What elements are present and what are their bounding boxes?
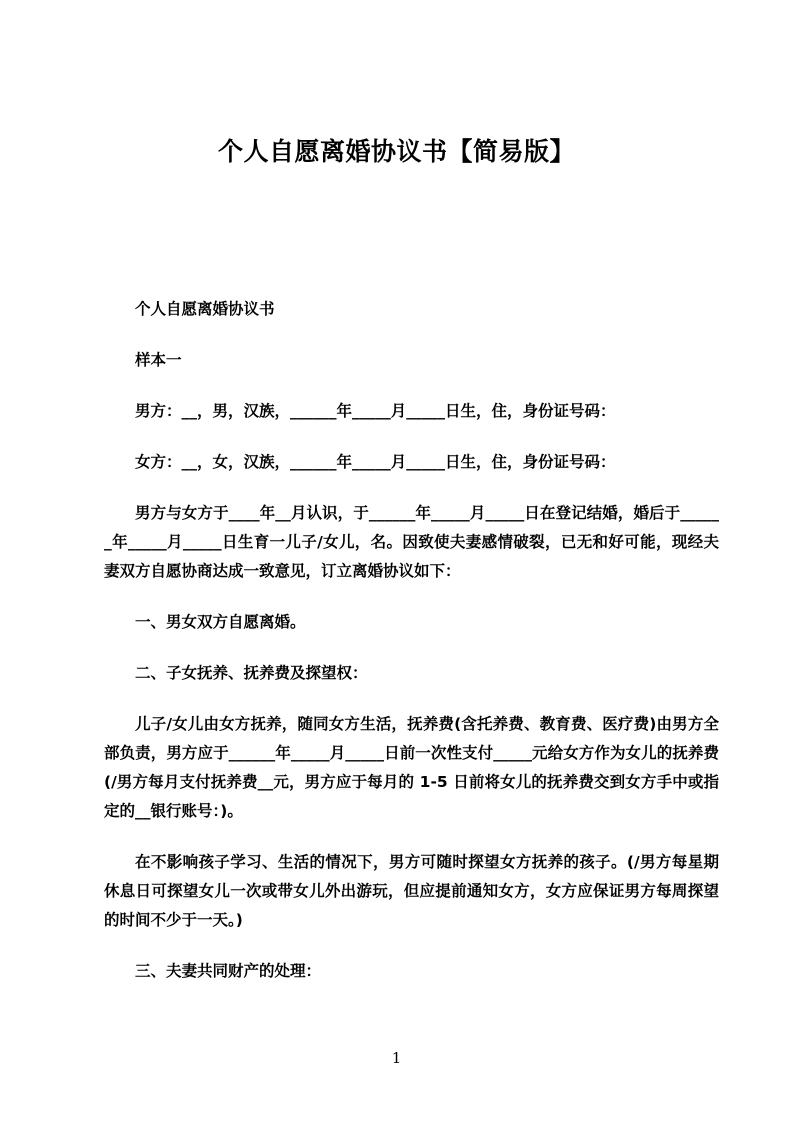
doc-subtitle: 个人自愿离婚协议书 bbox=[135, 300, 275, 318]
custody-support-paragraph: 儿子/女儿由女方抚养，随同女方生活，抚养费(含托养费、教育费、医疗费)由男方全部负责，男方应于______年_____月_____日前一次性支付_____元给女方作为女儿的抚养费(/男方每月支付抚养费__元，男方应于每月的 1-5 日前将女儿的抚养费交到女方手中或指定的__银行账号：)。 bbox=[104, 715, 719, 820]
clause-2-custody-heading: 二、子女抚养、抚养费及探望权： bbox=[135, 664, 368, 682]
sample-label: 样本一 bbox=[135, 351, 182, 369]
document-title: 个人自愿离婚协议书【简易版】 bbox=[217, 137, 575, 166]
visitation-paragraph: 在不影响孩子学习、生活的情况下，男方可随时探望女方抚养的孩子。(/男方每星期休息日可探望女儿一次或带女儿外出游玩，但应提前通知女方，女方应保证男方每周探望的时间不少于一天。) bbox=[104, 853, 719, 929]
document-body bbox=[0, 295, 793, 986]
clause-3-property-heading: 三、夫妻共同财产的处理： bbox=[135, 962, 322, 980]
marriage-history-paragraph: 男方与女方于____年__月认识，于______年_____月_____日在登记结婚，婚后于______年_____月_____日生育一儿子/女儿，名。因致使夫妻感情破裂，已无和好可能，现经夫妻双方自愿协商达成一致意见，订立离婚协议如下： bbox=[104, 504, 719, 580]
page-number: 1 bbox=[391, 1049, 402, 1067]
wife-info-line: 女方：__，女，汉族，______年_____月_____日生，住，身份证号码： bbox=[135, 453, 616, 471]
husband-info-line: 男方：__，男，汉族，______年_____月_____日生，住，身份证号码： bbox=[135, 402, 616, 420]
clause-1-voluntary-divorce: 一、男女双方自愿离婚。 bbox=[135, 613, 306, 631]
